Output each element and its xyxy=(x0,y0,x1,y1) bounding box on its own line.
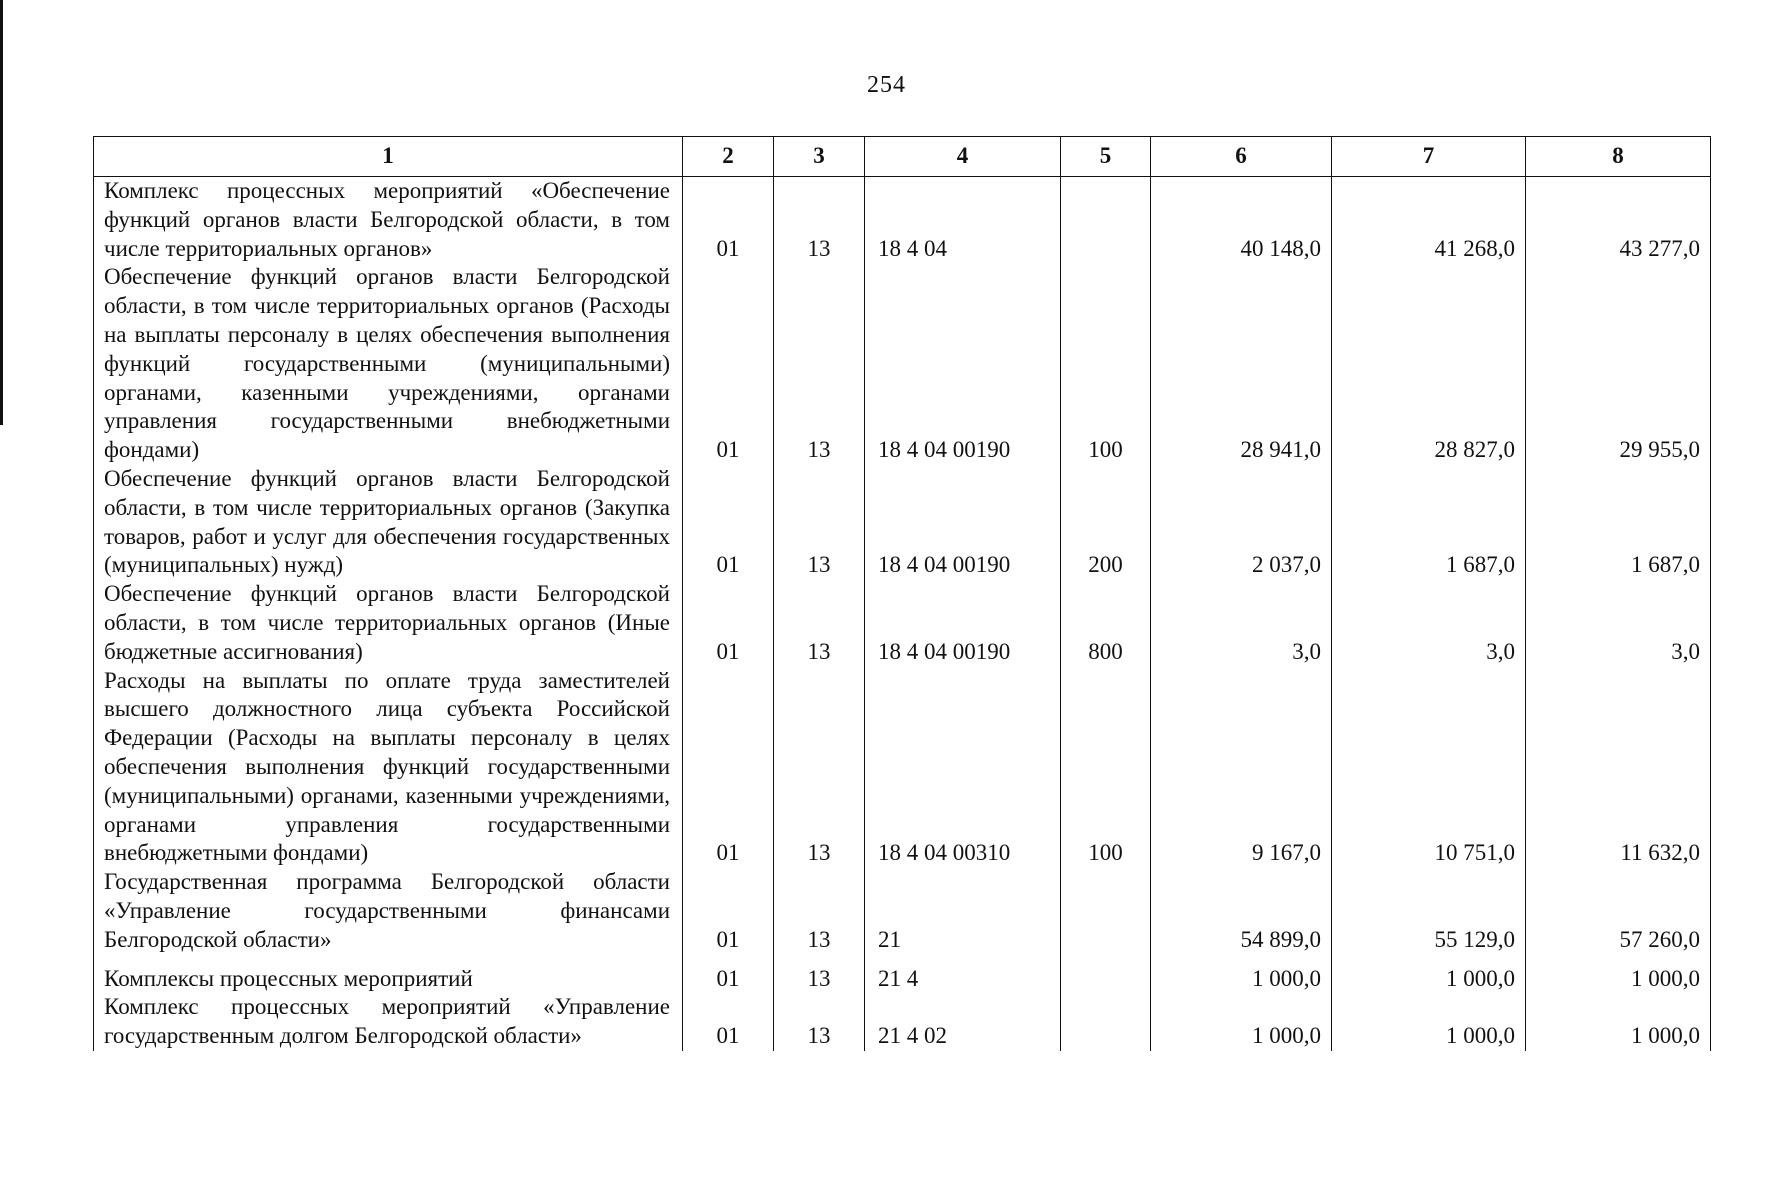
row-amount-year-1: 1 000,0 xyxy=(1151,965,1332,994)
row-subsection-code: 13 xyxy=(774,580,865,666)
row-section-code: 01 xyxy=(683,667,774,869)
row-expense-type-code: 100 xyxy=(1061,667,1151,869)
table-row xyxy=(94,868,1711,954)
row-section-code: 01 xyxy=(683,993,774,1051)
row-name: Расходы на выплаты по оплате труда заместителей высшего должностного лица субъекта Российской Федерации (Расходы на выплаты персоналу в целях обеспечения выполнения функций государственными (муниципальными) органами, казенными учреждениями, органами управления государственными внебюджетными фондами) xyxy=(94,667,683,869)
column-header-2: 2 xyxy=(683,137,774,177)
row-expense-type-code xyxy=(1061,965,1151,994)
row-section-code: 01 xyxy=(683,465,774,580)
row-amount-year-1: 2 037,0 xyxy=(1151,465,1332,580)
row-name: Комплексы процессных мероприятий xyxy=(94,965,683,994)
row-subsection-code: 13 xyxy=(774,868,865,954)
column-header-1: 1 xyxy=(94,137,683,177)
row-name: Государственная программа Белгородской области «Управление государственными финансами Белгородской области» xyxy=(94,868,683,954)
row-name: Обеспечение функций органов власти Белгородской области, в том числе территориальных органов (Закупка товаров, работ и услуг для обеспечения государственных (муниципальных) нужд) xyxy=(94,465,683,580)
row-amount-year-2: 28 827,0 xyxy=(1332,263,1526,465)
row-amount-year-2: 1 000,0 xyxy=(1332,965,1526,994)
row-subsection-code: 13 xyxy=(774,177,865,264)
row-amount-year-2: 1 000,0 xyxy=(1332,993,1526,1051)
row-name: Обеспечение функций органов власти Белгородской области, в том числе территориальных органов (Иные бюджетные ассигнования) xyxy=(94,580,683,666)
table-row xyxy=(94,465,1711,580)
row-section-code: 01 xyxy=(683,965,774,994)
column-header-4: 4 xyxy=(865,137,1061,177)
table-row xyxy=(94,263,1711,465)
row-amount-year-2: 41 268,0 xyxy=(1332,177,1526,264)
row-expense-type-code xyxy=(1061,177,1151,264)
row-subsection-code: 13 xyxy=(774,263,865,465)
page-edge-rule xyxy=(0,0,3,425)
row-subsection-code: 13 xyxy=(774,993,865,1051)
row-target-article-code: 21 xyxy=(865,868,1061,954)
column-header-3: 3 xyxy=(774,137,865,177)
row-target-article-code: 21 4 xyxy=(865,965,1061,994)
budget-table xyxy=(93,136,1711,1051)
row-amount-year-2: 55 129,0 xyxy=(1332,868,1526,954)
table-row xyxy=(94,993,1711,1051)
table-row xyxy=(94,965,1711,994)
table-row xyxy=(94,667,1711,869)
row-amount-year-3: 3,0 xyxy=(1526,580,1711,666)
row-amount-year-1: 9 167,0 xyxy=(1151,667,1332,869)
row-target-article-code: 18 4 04 00190 xyxy=(865,580,1061,666)
row-section-code: 01 xyxy=(683,177,774,264)
row-amount-year-3: 57 260,0 xyxy=(1526,868,1711,954)
row-amount-year-1: 54 899,0 xyxy=(1151,868,1332,954)
table-row xyxy=(94,177,1711,264)
row-amount-year-3: 1 000,0 xyxy=(1526,965,1711,994)
row-amount-year-2: 1 687,0 xyxy=(1332,465,1526,580)
row-section-code: 01 xyxy=(683,868,774,954)
row-amount-year-2: 10 751,0 xyxy=(1332,667,1526,869)
column-header-7: 7 xyxy=(1332,137,1526,177)
row-amount-year-1: 40 148,0 xyxy=(1151,177,1332,264)
row-expense-type-code xyxy=(1061,993,1151,1051)
row-amount-year-2: 3,0 xyxy=(1332,580,1526,666)
row-target-article-code: 21 4 02 xyxy=(865,993,1061,1051)
row-subsection-code: 13 xyxy=(774,965,865,994)
row-expense-type-code xyxy=(1061,868,1151,954)
row-expense-type-code: 800 xyxy=(1061,580,1151,666)
row-amount-year-3: 11 632,0 xyxy=(1526,667,1711,869)
row-expense-type-code: 200 xyxy=(1061,465,1151,580)
row-name: Обеспечение функций органов власти Белгородской области, в том числе территориальных органов (Расходы на выплаты персоналу в целях обеспечения выполнения функций государственными (муниципальными) органами, казенными учреждениями, органами управления государственными внебюджетными фондами) xyxy=(94,263,683,465)
row-name: Комплекс процессных мероприятий «Управление государственным долгом Белгородской области» xyxy=(94,993,683,1051)
header-row xyxy=(94,137,1711,177)
row-amount-year-3: 43 277,0 xyxy=(1526,177,1711,264)
row-amount-year-3: 29 955,0 xyxy=(1526,263,1711,465)
row-target-article-code: 18 4 04 00190 xyxy=(865,263,1061,465)
row-subsection-code: 13 xyxy=(774,667,865,869)
row-amount-year-1: 28 941,0 xyxy=(1151,263,1332,465)
row-section-code: 01 xyxy=(683,263,774,465)
row-amount-year-1: 1 000,0 xyxy=(1151,993,1332,1051)
row-target-article-code: 18 4 04 00310 xyxy=(865,667,1061,869)
column-header-5: 5 xyxy=(1061,137,1151,177)
row-target-article-code: 18 4 04 00190 xyxy=(865,465,1061,580)
row-target-article-code: 18 4 04 xyxy=(865,177,1061,264)
row-expense-type-code: 100 xyxy=(1061,263,1151,465)
row-spacer xyxy=(94,955,1711,965)
row-amount-year-1: 3,0 xyxy=(1151,580,1332,666)
row-name: Комплекс процессных мероприятий «Обеспечение функций органов власти Белгородской области, в том числе территориальных органов» xyxy=(94,177,683,264)
row-section-code: 01 xyxy=(683,580,774,666)
row-subsection-code: 13 xyxy=(774,465,865,580)
page-number: 254 xyxy=(867,72,906,98)
row-amount-year-3: 1 687,0 xyxy=(1526,465,1711,580)
column-header-8: 8 xyxy=(1526,137,1711,177)
column-header-6: 6 xyxy=(1151,137,1332,177)
table-row xyxy=(94,580,1711,666)
row-amount-year-3: 1 000,0 xyxy=(1526,993,1711,1051)
